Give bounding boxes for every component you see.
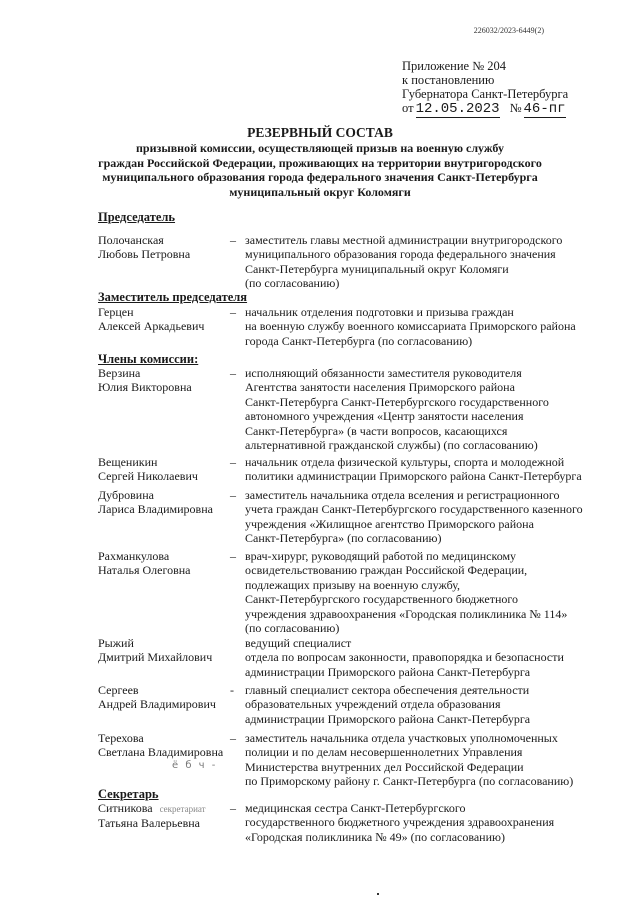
appendix-line: к постановлению — [402, 73, 495, 87]
position-line: подлежащих призыву на военную службу, — [245, 577, 461, 592]
subtitle-line: муниципальный округ Коломяги — [229, 184, 411, 199]
person-given-name: Юлия Викторовна — [98, 380, 192, 395]
document-number: 226032/2023-6449(2) — [473, 26, 544, 35]
person-given-name: Лариса Владимировна — [98, 502, 213, 517]
person-given-name: Андрей Владимирович — [98, 697, 216, 712]
person-name — [98, 636, 238, 665]
position-line: города Санкт-Петербурга (по согласованию) — [245, 333, 473, 348]
position-line: Министерства внутренних дел Российской Федерации — [245, 759, 524, 774]
faint-stamp: ё б ч - — [172, 760, 218, 771]
document-title: РЕЗЕРВНЫЙ СОСТАВ — [247, 125, 393, 140]
person-surname: Рыжий — [98, 636, 134, 650]
section-chairman: Председатель — [98, 210, 176, 224]
person-name — [98, 731, 238, 760]
position-line: Санкт-Петербурга Санкт-Петербургского государственного — [245, 394, 549, 409]
person-name — [98, 549, 238, 578]
position-line: политики администрации Приморского района Санкт-Петербурга — [245, 469, 582, 484]
scan-dot — [377, 893, 379, 895]
position-line: заместитель начальника отдела участковых уполномоченных — [245, 731, 558, 745]
section-deputy: Заместитель председателя — [98, 290, 248, 304]
person-surname: Дубровина — [98, 488, 154, 502]
position-line: полиции и по делам несовершеннолетних Управления — [245, 745, 523, 760]
position-line: исполняющий обязанности заместителя руководителя — [245, 366, 522, 380]
position-line: отдела по вопросам законности, правопорядка и безопасности — [245, 650, 564, 665]
position-line: ведущий специалист — [245, 636, 352, 650]
dash: – — [230, 455, 236, 469]
person-given-name: Сергей Николаевич — [98, 469, 198, 484]
position-line: Агентства занятости населения Приморского района — [245, 380, 515, 395]
number-prefix: № — [509, 101, 522, 115]
person-position — [245, 455, 600, 484]
person-position — [245, 683, 600, 726]
position-line: Санкт-Петербурга» (в части вопросов, касающихся — [245, 423, 508, 438]
dash: – — [230, 233, 236, 247]
person-given-name: Наталья Олеговна — [98, 563, 191, 578]
dash: - — [230, 683, 234, 697]
dash: – — [230, 305, 236, 319]
position-line: освидетельствованию граждан Российской Федерации, — [245, 563, 528, 578]
position-line: Санкт-Петербурга муниципальный округ Коломяги — [245, 261, 509, 276]
person-surname: Полочанская — [98, 233, 164, 247]
handwritten-date: 12.05.2023 — [415, 101, 500, 117]
position-line: альтернативной гражданской службы) (по согласованию) — [245, 438, 538, 453]
position-line: начальник отделения подготовки и призыва граждан — [245, 305, 514, 319]
person-surname: Герцен — [98, 305, 134, 319]
position-line: на военную службу военного комиссариата Приморского района — [245, 319, 576, 334]
faint-overlay-text: секретариат — [159, 804, 206, 814]
section-secretary: Секретарь — [98, 787, 159, 801]
person-name — [98, 683, 238, 712]
position-line: медицинская сестра Санкт-Петербургского — [245, 801, 466, 815]
person-surname — [98, 801, 238, 816]
date-prefix: от — [402, 101, 414, 115]
person-given-name: Татьяна Валерьевна — [98, 816, 200, 831]
person-given-name: Любовь Петровна — [98, 247, 191, 262]
dash: – — [230, 366, 236, 380]
appendix-block — [402, 59, 568, 118]
person-name — [98, 455, 238, 484]
position-line: Санкт-Петербургского государственного бюджетного — [245, 592, 519, 607]
position-line: автономного учреждения «Центр занятости населения — [245, 409, 524, 424]
position-line: учреждения «Жилищное агентство Приморского района — [245, 516, 534, 531]
position-line: заместитель главы местной администрации внутригородского — [245, 233, 563, 247]
person-surname: Верзина — [98, 366, 141, 380]
position-line: учета граждан Санкт-Петербургского государственного казенного — [245, 502, 583, 517]
person-given-name: Алексей Аркадьевич — [98, 319, 205, 334]
appendix-line: Приложение № 204 — [402, 59, 507, 73]
person-name — [98, 801, 238, 831]
dash: – — [230, 731, 236, 745]
position-line: образовательных учреждений отдела образования — [245, 697, 501, 712]
person-surname: Рахманкулова — [98, 549, 170, 563]
person-name — [98, 488, 238, 517]
person-position — [245, 233, 600, 291]
person-given-name: Светлана Владимировна — [98, 745, 224, 760]
subtitle-line: граждан Российской Федерации, проживающих на территории внутригородского — [98, 155, 542, 170]
position-line: Санкт-Петербурга» (по согласованию) — [245, 531, 442, 546]
section-members: Члены комиссии: — [98, 352, 199, 366]
document-subtitle — [80, 141, 560, 199]
position-line: (по согласованию) — [245, 621, 340, 636]
person-surname: Сергеев — [98, 683, 139, 697]
person-name — [98, 233, 238, 262]
person-surname-text: Ситникова — [98, 801, 153, 815]
position-line: врач-хирург, руководящий работой по медицинскому — [245, 549, 517, 563]
position-line: администрации Приморского района Санкт-Петербурга — [245, 711, 531, 726]
subtitle-line: призывной комиссии, осуществляющей призыв на военную службу — [136, 141, 504, 155]
position-line: «Городская поликлиника № 49» (по согласованию) — [245, 829, 505, 844]
person-position — [245, 488, 600, 546]
handwritten-number: 46-пг — [523, 101, 566, 117]
person-position — [245, 801, 600, 844]
position-line: главный специалист сектора обеспечения деятельности — [245, 683, 530, 697]
subtitle-line: муниципального образования города федерального значения Санкт-Петербурга — [102, 170, 538, 185]
dash: – — [230, 549, 236, 563]
person-name — [98, 366, 238, 395]
position-line: (по согласованию) — [245, 276, 340, 291]
person-name — [98, 305, 238, 334]
person-position — [245, 549, 600, 635]
position-line: муниципального образования города федерального значения — [245, 247, 556, 262]
position-line: администрации Приморского района Санкт-Петербурга — [245, 664, 531, 679]
person-position — [245, 366, 600, 452]
position-line: начальник отдела физической культуры, спорта и молодежной — [245, 455, 565, 469]
person-position — [245, 731, 600, 789]
person-given-name: Дмитрий Михайлович — [98, 650, 213, 665]
position-line: государственного бюджетного учреждения здравоохранения — [245, 815, 555, 830]
person-position — [245, 305, 600, 348]
dash: – — [230, 801, 236, 815]
person-surname: Терехова — [98, 731, 144, 745]
position-line: по Приморскому району г. Санкт-Петербурга (по согласованию) — [245, 774, 574, 789]
position-line: учреждения здравоохранения «Городская поликлиника № 114» — [245, 606, 568, 621]
appendix-line: Губернатора Санкт-Петербурга — [402, 87, 569, 101]
dash: – — [230, 488, 236, 502]
position-line: заместитель начальника отдела вселения и регистрационного — [245, 488, 560, 502]
person-surname: Вещеникин — [98, 455, 158, 469]
person-position — [245, 636, 600, 679]
appendix-date-line — [402, 101, 568, 118]
